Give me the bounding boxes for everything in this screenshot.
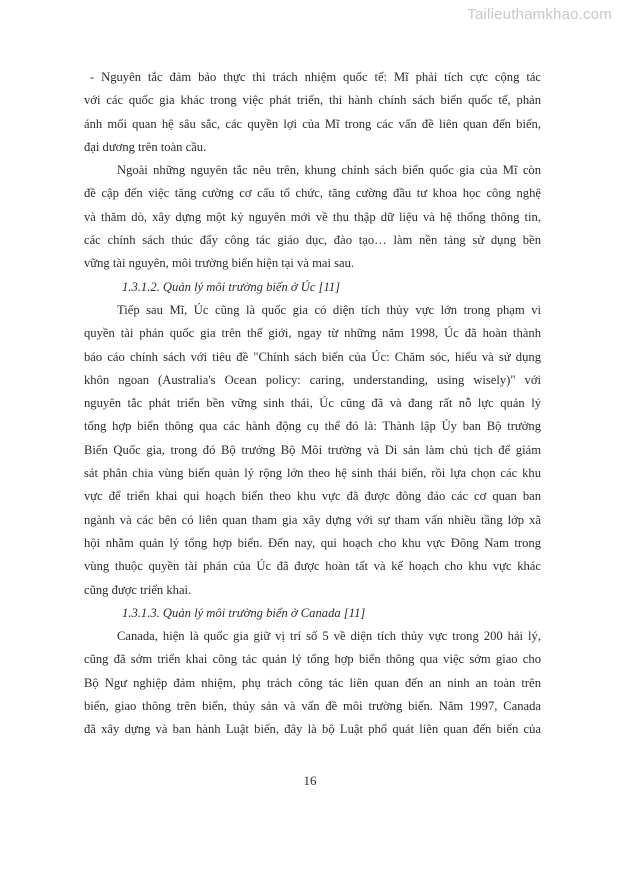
text-line: Ngoài những nguyên tắc nêu trên, khung chính sách biển quốc gia của Mĩ còn — [117, 163, 541, 178]
text-line: khôn ngoan (Australia's Ocean policy: caring, understanding, using wisely)" với — [84, 372, 541, 387]
text-line: hội nhằm quản lý tổng hợp biển. Đến nay, qui hoạch cho khu vực Đông Nam trong — [84, 535, 541, 550]
text-line: biển, giao thông trên biển, thủy sản và vấn đề môi trường biển. Năm 1997, Canada — [84, 699, 541, 714]
text-line: sát phân chia vùng biển quản lý rộng lớn theo hệ sinh thái biển, rồi lựa chọn các khu — [84, 466, 541, 481]
text-line: báo cáo chính sách với tiêu đề "Chính sách biển của Úc: Chăm sóc, hiểu và sử dụng — [84, 349, 541, 364]
watermark-text: Tailieuthamkhao.com — [467, 6, 612, 23]
text-line: tổng hợp biển thông qua các hành động cụ thể đó là: Thành lập Ủy ban Bộ trưởng — [84, 419, 541, 434]
text-line: nguyên tắc phát triển bền vững sinh thái, Úc cũng đã và đang rất nỗ lực quản lý — [84, 396, 541, 411]
text-line: và thăm dò, xây dựng một kỷ nguyên mới về thu thập dữ liệu và hệ thống thông tin, — [84, 209, 541, 224]
page-number: 16 — [303, 773, 317, 788]
text-line: với các quốc gia khác trong việc phát triển, thi hành chính sách biển quốc tế, phản — [84, 93, 541, 108]
text-line: vực để triển khai qui hoạch biển theo khu vực đã được đông đảo các cơ quan ban — [84, 489, 541, 504]
text-line: - Nguyên tắc đảm bảo thực thi trách nhiệm quốc tế: Mĩ phải tích cực cộng tác — [90, 70, 541, 84]
text-line: đã xây dựng và ban hành Luật biển, đây là bộ Luật phổ quát liên quan đến biển của — [84, 722, 541, 737]
text-line: đề cập đến việc tăng cường cơ cấu tổ chức, tăng cường đầu tư khoa học công nghệ — [84, 186, 541, 201]
text-line: vùng thuộc quyền tài phán của Úc đã được hoàn tất và kế hoạch cho khu vực khác — [84, 559, 541, 574]
text-line: vững tài nguyên, môi trường biển hiện tại và mai sau. — [84, 256, 355, 271]
text-line: đại dương trên toàn cầu. — [84, 139, 207, 154]
text-line: ánh mối quan hệ sâu sắc, các quyền lợi của Mĩ trong các vấn đề liên quan đến biển, — [84, 116, 541, 131]
text-line: Canada, hiện là quốc gia giữ vị trí số 5 về diện tích thủy vực trong 200 hải lý, — [117, 629, 541, 644]
text-line: các chính sách thúc đẩy công tác giáo dục, đào tạo… làm nền tảng sử dụng bền — [84, 233, 541, 248]
text-line: quyền tài phán quốc gia trên thế giới, ngay từ những năm 1998, Úc đã hoàn thành — [84, 326, 541, 341]
section-heading-canada: 1.3.1.3. Quản lý môi trường biển ở Canada [11] — [122, 605, 366, 620]
document-body — [84, 66, 541, 742]
text-line: Tiếp sau Mĩ, Úc cũng là quốc gia có diện tích thủy vực lớn trong phạm vi — [117, 302, 541, 317]
section-heading-australia: 1.3.1.2. Quản lý môi trường biển ở Úc [11] — [122, 279, 341, 294]
text-line: Biển Quốc gia, trong đó Bộ trưởng Bộ Môi trường và Di sản làm chủ tịch để giám — [84, 442, 541, 457]
text-line: Bộ Ngư nghiệp đảm nhiệm, phụ trách công tác liên quan đến an ninh an toàn trên — [84, 675, 541, 690]
text-line: cũng được triển khai. — [84, 582, 192, 597]
text-line: cũng đã sớm triển khai công tác quản lý tổng hợp biển thông qua việc sớm giao cho — [84, 652, 541, 667]
text-line: ngành và các bên có liên quan tham gia xây dựng với sự tham vấn nhiều tầng lớp xã — [84, 512, 541, 527]
